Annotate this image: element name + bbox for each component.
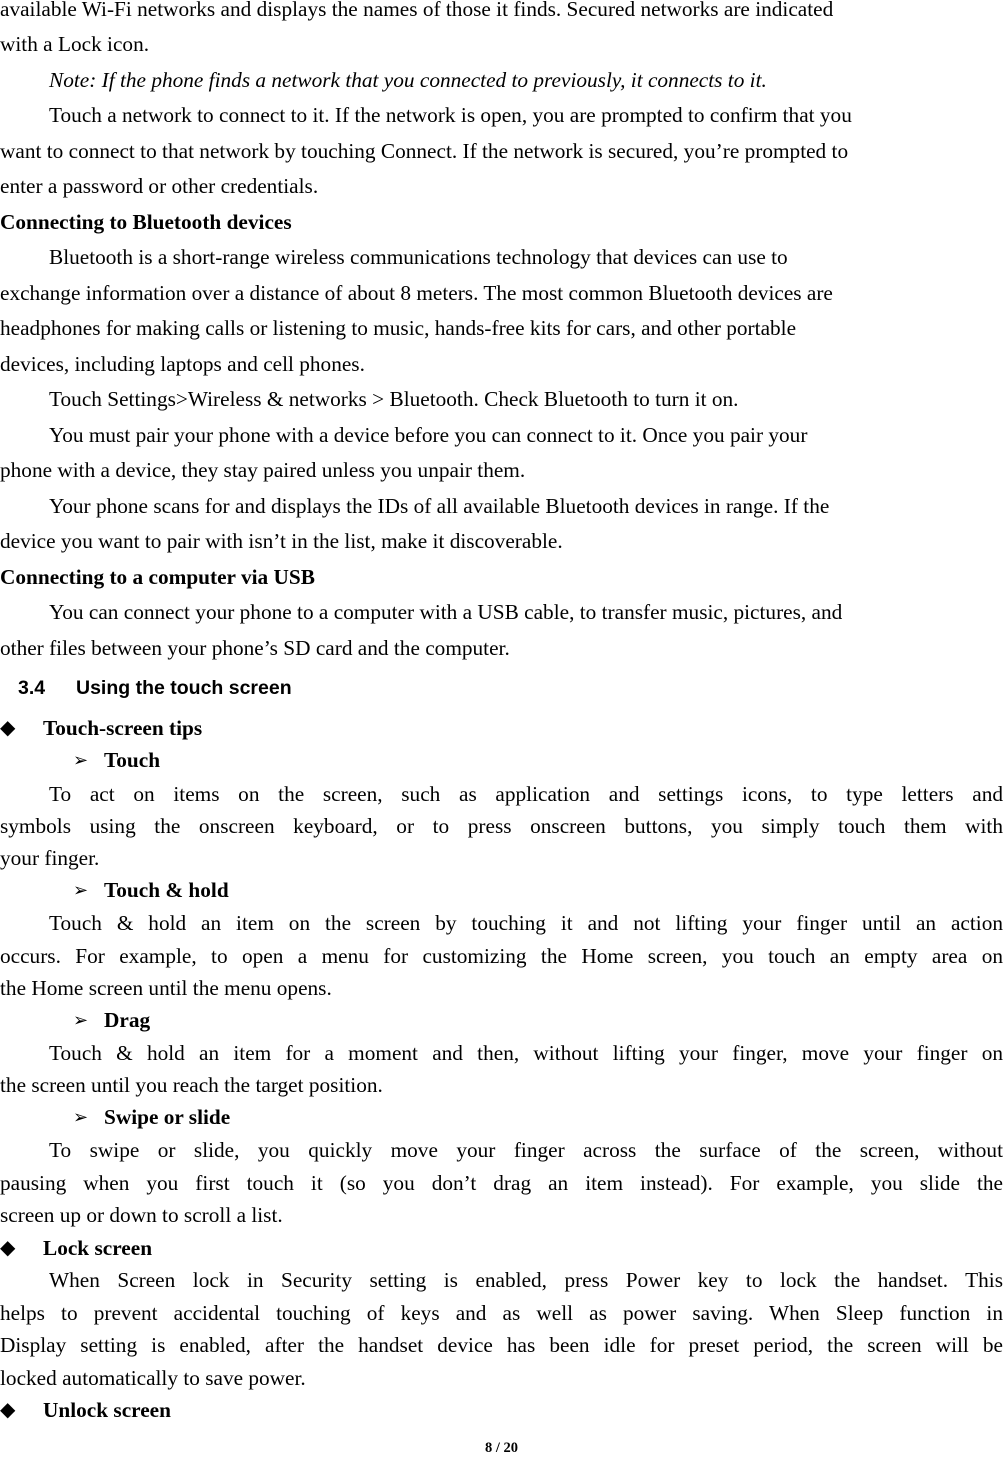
arrow-bullet-icon: ➢ (73, 750, 89, 770)
paragraph-line: other files between your phone’s SD card and the computer. (0, 636, 510, 660)
paragraph-line: devices, including laptops and cell phones. (0, 352, 365, 376)
paragraph-line: Touch & hold an item on the screen by touching it and not lifting your finger until an action (49, 911, 1003, 935)
sub-bullet-heading: Drag (104, 1008, 151, 1032)
paragraph-line: To swipe or slide, you quickly move your finger across the surface of the screen, without (49, 1138, 1003, 1162)
paragraph-line: To act on items on the screen, such as application and settings icons, to type letters and (49, 782, 1003, 806)
paragraph-line: When Screen lock in Security setting is enabled, press Power key to lock the handset. This (49, 1268, 1003, 1292)
heading-usb: Connecting to a computer via USB (0, 565, 315, 589)
section-title: Using the touch screen (76, 677, 292, 699)
sub-bullet-heading: Touch (104, 748, 161, 772)
paragraph-line: the Home screen until the menu opens. (0, 976, 332, 1000)
paragraph-line: occurs. For example, to open a menu for customizing the Home screen, you touch an empty area on (0, 944, 1003, 968)
bullet-heading: Unlock screen (43, 1398, 171, 1422)
paragraph-line: screen up or down to scroll a list. (0, 1203, 283, 1227)
arrow-bullet-icon: ➢ (73, 880, 89, 900)
diamond-bullet-icon: ◆ (0, 1399, 16, 1421)
paragraph-line: Bluetooth is a short-range wireless communications technology that devices can use to (49, 245, 788, 269)
paragraph-line: helps to prevent accidental touching of keys and as well as power saving. When Sleep function in (0, 1301, 1003, 1325)
paragraph-line: Display setting is enabled, after the handset device has been idle for preset period, the screen will be (0, 1333, 1003, 1357)
paragraph-line: locked automatically to save power. (0, 1366, 306, 1390)
page-number: 8 / 20 (484, 1440, 519, 1456)
paragraph-line: enter a password or other credentials. (0, 174, 319, 198)
diamond-bullet-icon: ◆ (0, 717, 16, 739)
diamond-bullet-icon: ◆ (0, 1237, 16, 1259)
section-number: 3.4 (18, 677, 46, 699)
sub-bullet-heading: Touch & hold (104, 878, 229, 902)
paragraph-line: pausing when you first touch it (so you don’t drag an item instead). For example, you slide the (0, 1171, 1003, 1195)
paragraph-line: Touch a network to connect to it. If the network is open, you are prompted to confirm that you (49, 103, 852, 127)
paragraph-line: You can connect your phone to a computer with a USB cable, to transfer music, pictures, and (49, 600, 843, 624)
paragraph-line: exchange information over a distance of about 8 meters. The most common Bluetooth devices are (0, 281, 833, 305)
arrow-bullet-icon: ➢ (73, 1107, 89, 1127)
paragraph-line: Touch Settings>Wireless & networks > Bluetooth. Check Bluetooth to turn it on. (49, 387, 739, 411)
paragraph-line: Touch & hold an item for a moment and then, without lifting your finger, move your finger on (49, 1041, 1003, 1065)
paragraph-line: with a Lock icon. (0, 32, 150, 56)
sub-bullet-heading: Swipe or slide (104, 1105, 231, 1129)
paragraph-line: device you want to pair with isn’t in the list, make it discoverable. (0, 529, 563, 553)
paragraph-line: You must pair your phone with a device before you can connect to it. Once you pair your (49, 423, 808, 447)
paragraph-line: the screen until you reach the target position. (0, 1073, 383, 1097)
paragraph-line: your finger. (0, 846, 100, 870)
paragraph-line: want to connect to that network by touching Connect. If the network is secured, you’re prompted to (0, 139, 849, 163)
paragraph-line: phone with a device, they stay paired unless you unpair them. (0, 458, 526, 482)
paragraph-line: symbols using the onscreen keyboard, or to press onscreen buttons, you simply touch them with (0, 814, 1003, 838)
bullet-heading: Lock screen (43, 1236, 153, 1260)
bullet-heading: Touch-screen tips (43, 716, 203, 740)
paragraph-line: headphones for making calls or listening to music, hands-free kits for cars, and other portable (0, 316, 797, 340)
paragraph-line: Your phone scans for and displays the IDs of all available Bluetooth devices in range. If the (49, 494, 830, 518)
arrow-bullet-icon: ➢ (73, 1010, 89, 1030)
heading-bluetooth: Connecting to Bluetooth devices (0, 210, 292, 234)
paragraph-line: available Wi-Fi networks and displays the names of those it finds. Secured networks are indicated (0, 0, 834, 21)
note-line: Note: If the phone finds a network that you connected to previously, it connects to it. (49, 68, 767, 92)
